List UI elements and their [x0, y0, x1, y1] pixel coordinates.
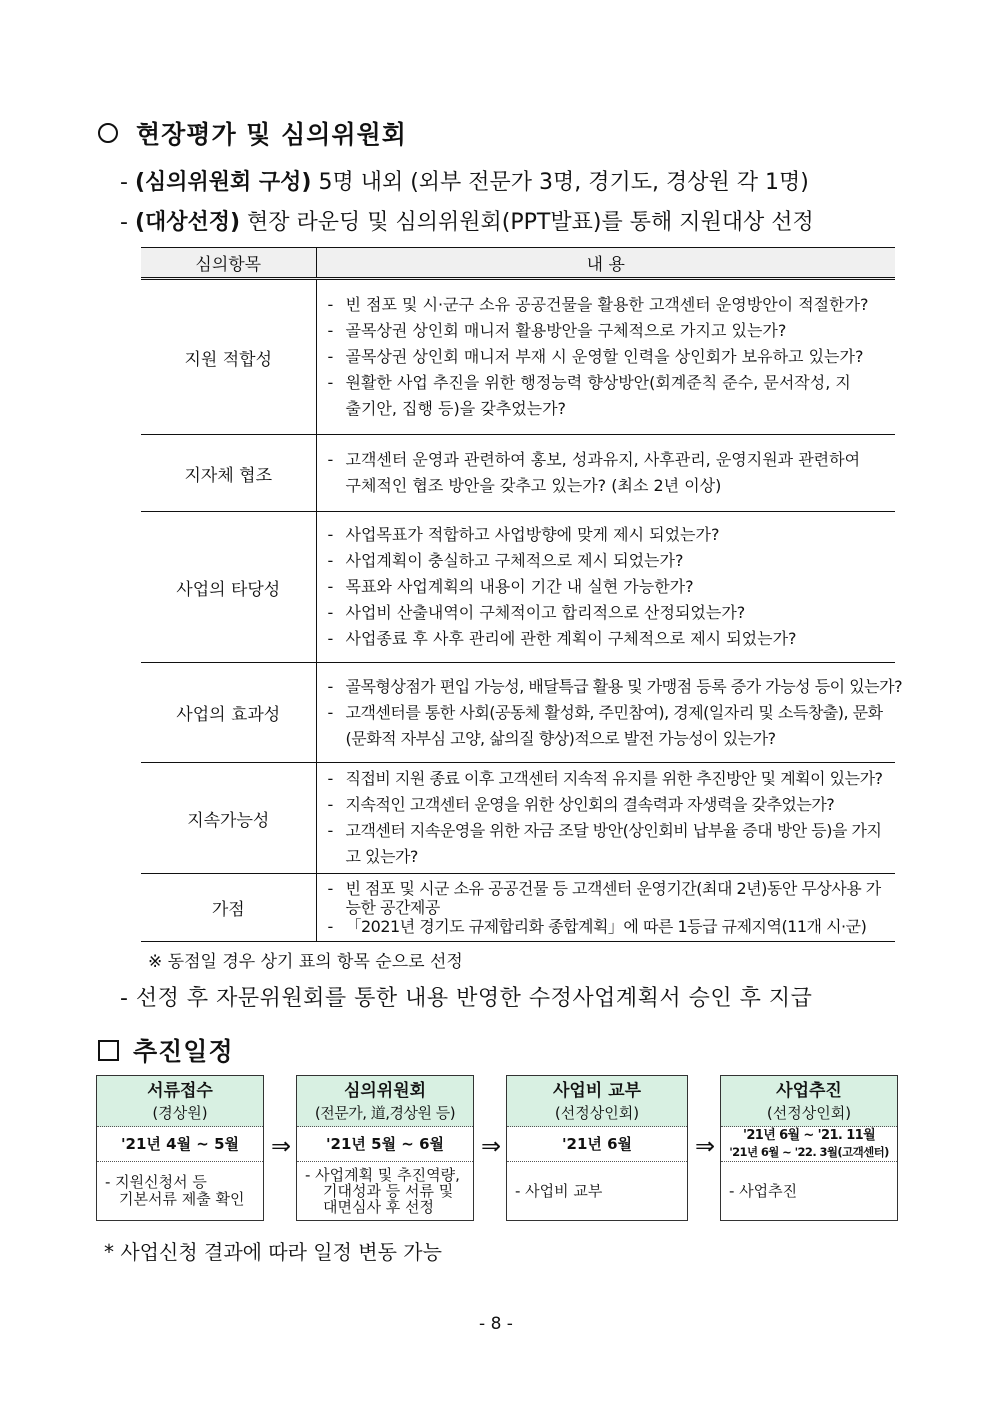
step-desc-line: 기본서류 제출 확인	[119, 1190, 245, 1208]
list-item: - 골목상권 상인회 매니저 활용방안을 구체적으로 가지고 있는가?	[328, 318, 887, 344]
criteria-list	[318, 445, 895, 501]
table-row	[141, 663, 895, 763]
category-cell: 사업의 타당성	[141, 512, 316, 663]
circle-bullet-icon	[98, 123, 118, 143]
list-item: - 고객센터 운영과 관련하여 홍보, 성과유지, 사후관리, 운영지원과 관련하여 구체적인 협조 방안을 갖추고 있는가? (최소 2년 이상)	[328, 447, 881, 499]
content-cell	[316, 435, 895, 512]
list-item: - 사업목표가 적합하고 사업방향에 맞게 제시 되었는가?	[328, 522, 887, 548]
step-date-line: '21년 4월 ~ 5월	[120, 1134, 240, 1153]
step-date	[721, 1127, 897, 1162]
content-cell	[316, 663, 903, 763]
step-date-line: '21년 6월 ~ '22. 3월(고객센터)	[729, 1145, 889, 1159]
list-item: - 골목형상점가 편입 가능성, 배달특급 활용 및 가맹점 등록 증가 가능성 등이 있는가?	[328, 674, 887, 700]
list-item: - 고객센터 지속운영을 위한 자금 조달 방안(상인회비 납부율 증대 방안 등)을 가지고 있는가?	[328, 818, 886, 870]
list-item: - 직접비 지원 종료 이후 고객센터 지속적 유지를 위한 추진방안 및 계획이 있는가?	[328, 766, 887, 792]
criteria-list	[318, 877, 895, 938]
step-desc-line: 기대성과 등 서류 및	[323, 1182, 454, 1200]
step-org: (경상원)	[152, 1104, 208, 1122]
table-row	[141, 512, 895, 663]
header-content: 내 용	[316, 248, 895, 279]
table-row	[141, 435, 895, 512]
step-description	[721, 1162, 897, 1220]
step-header	[721, 1076, 897, 1127]
section-title-text: 현장평가 및 심의위원회	[136, 120, 407, 149]
list-item: - 목표와 사업계획의 내용이 기간 내 실현 가능한가?	[328, 574, 887, 600]
step-desc-line: - 사업비 교부	[515, 1181, 603, 1200]
list-item: - 사업계획이 충실하고 구체적으로 제시 되었는가?	[328, 548, 887, 574]
list-item: - 골목상권 상인회 매니저 부재 시 운영할 인력을 상인회가 보유하고 있는가?	[328, 344, 887, 370]
step-org: (선정상인회)	[766, 1104, 852, 1122]
schedule-step-committee	[296, 1075, 474, 1221]
schedule-step-document-receipt	[96, 1075, 264, 1221]
criteria-list	[318, 520, 895, 654]
page-number: - 8 -	[479, 1314, 513, 1334]
step-title: 사업추진	[776, 1081, 842, 1101]
category-cell: 지속가능성	[141, 763, 316, 874]
arrow-right-icon: ⇒	[271, 1132, 292, 1160]
arrow-right-icon: ⇒	[695, 1132, 716, 1160]
schedule-step-funding	[506, 1075, 688, 1221]
content-cell	[316, 279, 895, 435]
category-cell: 사업의 효과성	[141, 663, 316, 763]
selection-text: 현장 라운딩 및 심의위원회(PPT발표)를 통해 지원대상 선정	[240, 210, 814, 235]
content-cell	[316, 874, 895, 942]
list-item: - 「2021년 경기도 규제합리화 종합계획」에 따른 1등급 규제지역(11개 시·군)	[328, 917, 887, 936]
step-header	[97, 1076, 263, 1127]
selection-label: (대상선정)	[134, 210, 241, 235]
criteria-list	[318, 290, 895, 424]
step-desc-line: - 사업추진	[729, 1181, 798, 1200]
step-title: 사업비 교부	[552, 1081, 642, 1101]
step-desc-line: - 지원신청서 등	[105, 1173, 207, 1191]
category-cell: 지자체 협조	[141, 435, 316, 512]
step-date	[97, 1127, 263, 1162]
tie-break-note: ※ 동점일 경우 상기 표의 항목 순으로 선정	[148, 952, 463, 972]
list-item: - 사업비 산출내역이 구체적이고 합리적으로 산정되었는가?	[328, 600, 887, 626]
step-date-line: '21년 6월	[561, 1134, 633, 1153]
step-desc-line: - 사업계획 및 추진역량,	[305, 1166, 460, 1184]
committee-composition-label: (심의위원회 구성)	[134, 170, 312, 195]
list-item: - 빈 점포 및 시군 소유 공공건물 등 고객센터 운영기간(최대 2년)동안 무상사용 가능한 공간제공	[328, 879, 886, 917]
table-row	[141, 279, 895, 435]
final-approval-line: - 선정 후 자문위원회를 통한 내용 반영한 수정사업계획서 승인 후 지급	[120, 986, 813, 1011]
step-date-line: '21년 5월 ~ 6월	[325, 1134, 445, 1153]
criteria-list	[318, 764, 895, 872]
step-description	[297, 1162, 473, 1220]
square-bullet-icon	[98, 1040, 119, 1061]
evaluation-criteria-table	[141, 247, 903, 942]
section-title-schedule	[98, 1032, 234, 1068]
criteria-list	[318, 672, 903, 754]
committee-composition-text: 5명 내외 (외부 전문가 3명, 경기도, 경상원 각 1명)	[311, 170, 809, 195]
selection-line: - (대상선정) 현장 라운딩 및 심의위원회(PPT발표)를 통해 지원대상 선정	[120, 210, 814, 235]
step-description	[97, 1162, 263, 1220]
committee-composition-line: - (심의위원회 구성) 5명 내외 (외부 전문가 3명, 경기도, 경상원 각 1명)	[120, 170, 809, 195]
step-date	[297, 1127, 473, 1162]
list-item: - 사업종료 후 사후 관리에 관한 계획이 구체적으로 제시 되었는가?	[328, 626, 887, 652]
header-category: 심의항목	[141, 248, 316, 279]
schedule-footnote: * 사업신청 결과에 따라 일정 변동 가능	[104, 1240, 442, 1264]
step-title: 심의위원회	[343, 1081, 427, 1101]
list-item: - 빈 점포 및 시·군구 소유 공공건물을 활용한 고객센터 운영방안이 적절한가?	[328, 292, 887, 318]
arrow-right-icon: ⇒	[481, 1132, 502, 1160]
content-cell	[316, 512, 895, 663]
content-cell	[316, 763, 895, 874]
section-title-evaluation	[98, 115, 407, 151]
step-org: (선정상인회)	[554, 1104, 640, 1122]
step-header	[297, 1076, 473, 1127]
step-header	[507, 1076, 687, 1127]
category-cell: 지원 적합성	[141, 279, 316, 435]
section-title-text: 추진일정	[133, 1037, 234, 1066]
list-item: - 고객센터를 통한 사회(공동체 활성화, 주민참여), 경제(일자리 및 소득창출), 문화(문화적 자부심 고양, 삶의질 향상)적으로 발전 가능성이 있는가?	[328, 700, 886, 752]
schedule-step-execution	[720, 1075, 898, 1221]
step-org: (전문가, 道,경상원 등)	[314, 1104, 456, 1122]
step-desc-line: 대면심사 후 선정	[323, 1198, 434, 1216]
step-title: 서류접수	[147, 1081, 213, 1101]
step-description	[507, 1162, 687, 1220]
list-item: - 지속적인 고객센터 운영을 위한 상인회의 결속력과 자생력을 갖추었는가?	[328, 792, 887, 818]
category-cell: 가점	[141, 874, 316, 942]
step-date-line: '21년 6월 ~ '21. 11월	[742, 1128, 876, 1143]
list-item: - 원활한 사업 추진을 위한 행정능력 향상방안(회계준칙 준수, 문서작성, 지출기안, 집행 등)을 갖추었는가?	[328, 370, 866, 422]
step-date	[507, 1127, 687, 1162]
table-row	[141, 874, 895, 942]
table-header-row	[141, 248, 895, 279]
table-row	[141, 763, 895, 874]
